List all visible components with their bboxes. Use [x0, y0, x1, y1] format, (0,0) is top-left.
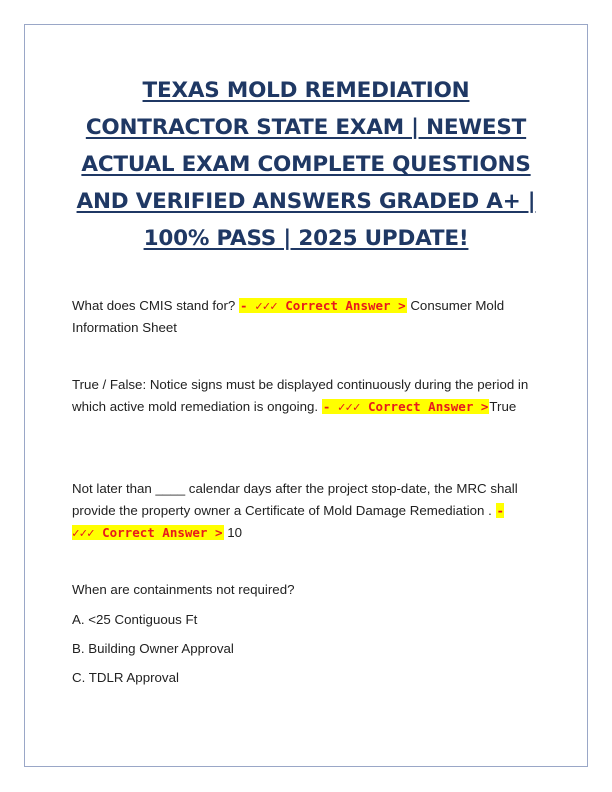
question-text: True / False: Notice signs must be displayed continuously during the period in which active mold remediation is ongoing. — [72, 377, 529, 414]
qa-item-4 — [72, 579, 532, 601]
document-title: TEXAS MOLD REMEDIATION CONTRACTOR STATE EXAM | NEWEST ACTUAL EXAM COMPLETE QUESTIONS AND VERIFIED ANSWERS GRADED A+ | 100% PASS | 2025 UPDATE! — [76, 78, 536, 251]
correct-answer-marker: - ✓✓✓ Correct Answer > — [240, 298, 406, 313]
answer-text: 10 — [227, 525, 243, 540]
qa-item-3 — [72, 478, 532, 544]
question-text: What does CMIS stand for? — [72, 298, 236, 313]
answer-text: True — [489, 399, 517, 414]
question-text: Not later than ____ calendar days after the project stop-date, the MRC shall provide the property owner a Certificate of Mold Damage Remediation . — [72, 481, 518, 518]
option-b: B. Building Owner Approval — [72, 641, 234, 656]
question-text: When are containments not required? — [72, 582, 295, 597]
qa-item-2 — [72, 374, 532, 418]
correct-answer-marker: - ✓✓✓ Correct Answer > — [72, 503, 505, 540]
correct-answer-marker: - ✓✓✓ Correct Answer > — [322, 399, 489, 414]
qa-item-1 — [72, 295, 532, 339]
answer-text: Consumer Mold Information Sheet — [72, 298, 505, 335]
option-c: C. TDLR Approval — [72, 670, 179, 685]
option-a: A. <25 Contiguous Ft — [72, 612, 198, 627]
